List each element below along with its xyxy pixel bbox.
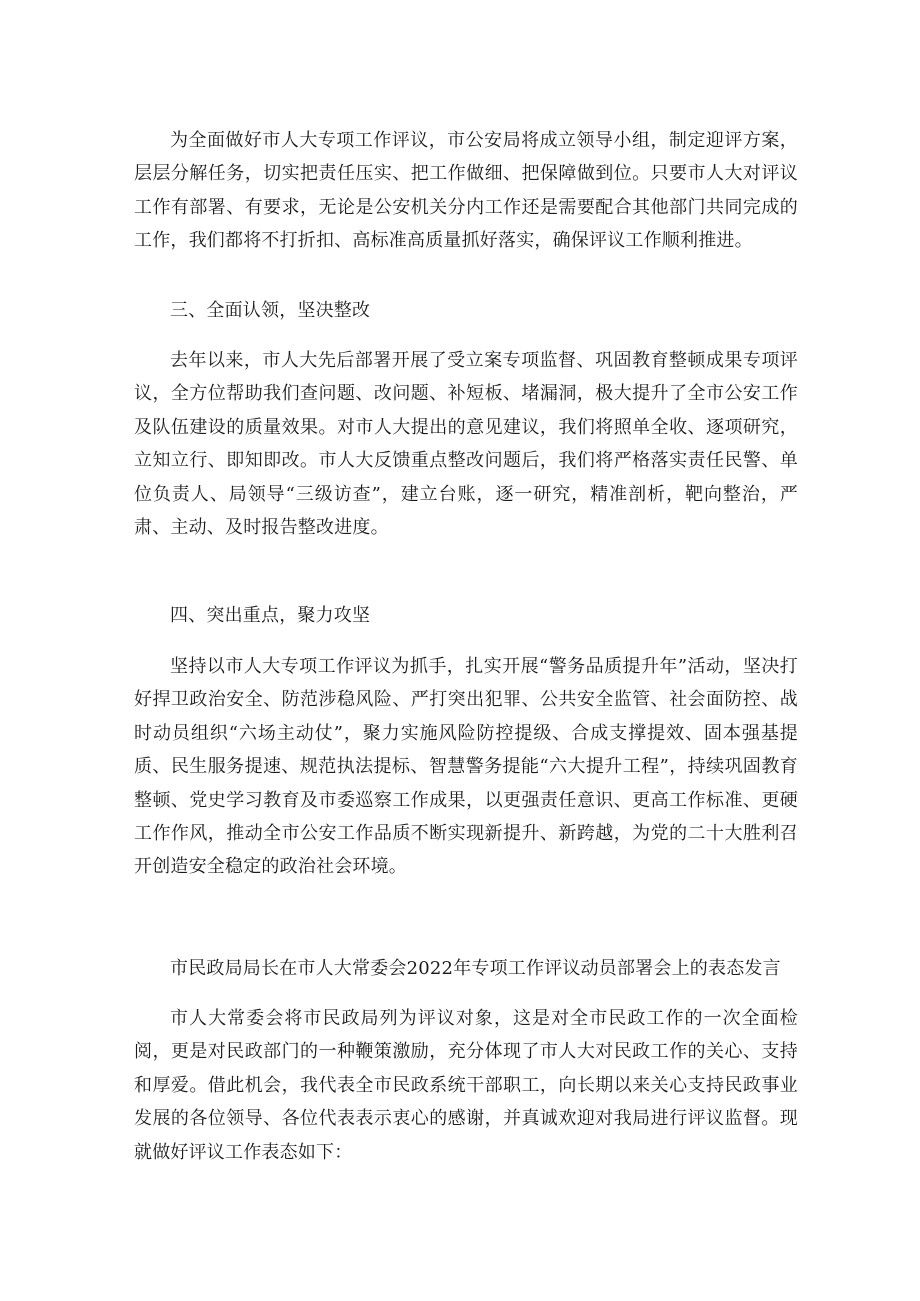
paragraph-rectification: 去年以来，市人大先后部署开展了受立案专项监督、巩固教育整顿成果专项评议，全方位帮助我们查问题、改问题、补短板、堵漏洞，极大提升了全市公安工作及队伍建设的质量效果。对市人大提出的意见建议，我们将照单全收、逐项研究，立知立行、即知即改。市人大反馈重点整改问题后，我们将严格落实责任民警、单位负责人、局领导“三级访查”，建立台账，逐一研究，精准剖析，靶向整治，严肃、主动、及时报告整改进度。 [134, 350, 798, 539]
paragraph-civil-affairs-intro: 市人大常委会将市民政局列为评议对象，这是对全市民政工作的一次全面检阅，更是对民政部门的一种鞭策激励，充分体现了市人大对民政工作的关心、支持和厚爱。借此机会，我代表全市民政系统干部职工，向长期以来关心支持民政事业发展的各位领导、各位代表表示衷心的感谢，并真诚欢迎对我局进行评议监督。现就做好评议工作表态如下： [134, 1008, 798, 1163]
section-heading-four: 四、突出重点，聚力攻坚 [170, 605, 371, 626]
paragraph-evaluation-preparation: 为全面做好市人大专项工作评议，市公安局将成立领导小组，制定迎评方案，层层分解任务，切实把责任压实、把工作做细、把保障做到位。只要市人大对评议工作有部署、有要求，无论是公安机关分内工作还是需要配合其他部门共同完成的工作，我们都将不打折扣、高标准高质量抓好落实，确保评议工作顺利推进。 [134, 130, 798, 252]
paragraph-key-focus: 坚持以市人大专项工作评议为抓手，扎实开展“警务品质提升年”活动，坚决打好捍卫政治安全、防范涉稳风险、严打突出犯罪、公共安全监管、社会面防控、战时动员组织“六场主动仗”，聚力实施风险防控提级、合成支撑提效、固本强基提质、民生服务提速、规范执法提标、智慧警务提能“六大提升工程”，持续巩固教育整顿、党史学习教育及市委巡察工作成果，以更强责任意识、更高工作标准、更硬工作作风，推动全市公安工作品质不断实现新提升、新跨越，为党的二十大胜利召开创造安全稳定的政治社会环境。 [134, 656, 798, 878]
speech-title-civil-affairs: 市民政局局长在市人大常委会2022年专项工作评议动员部署会上的表态发言 [170, 958, 781, 979]
section-heading-three: 三、全面认领，坚决整改 [170, 300, 371, 321]
